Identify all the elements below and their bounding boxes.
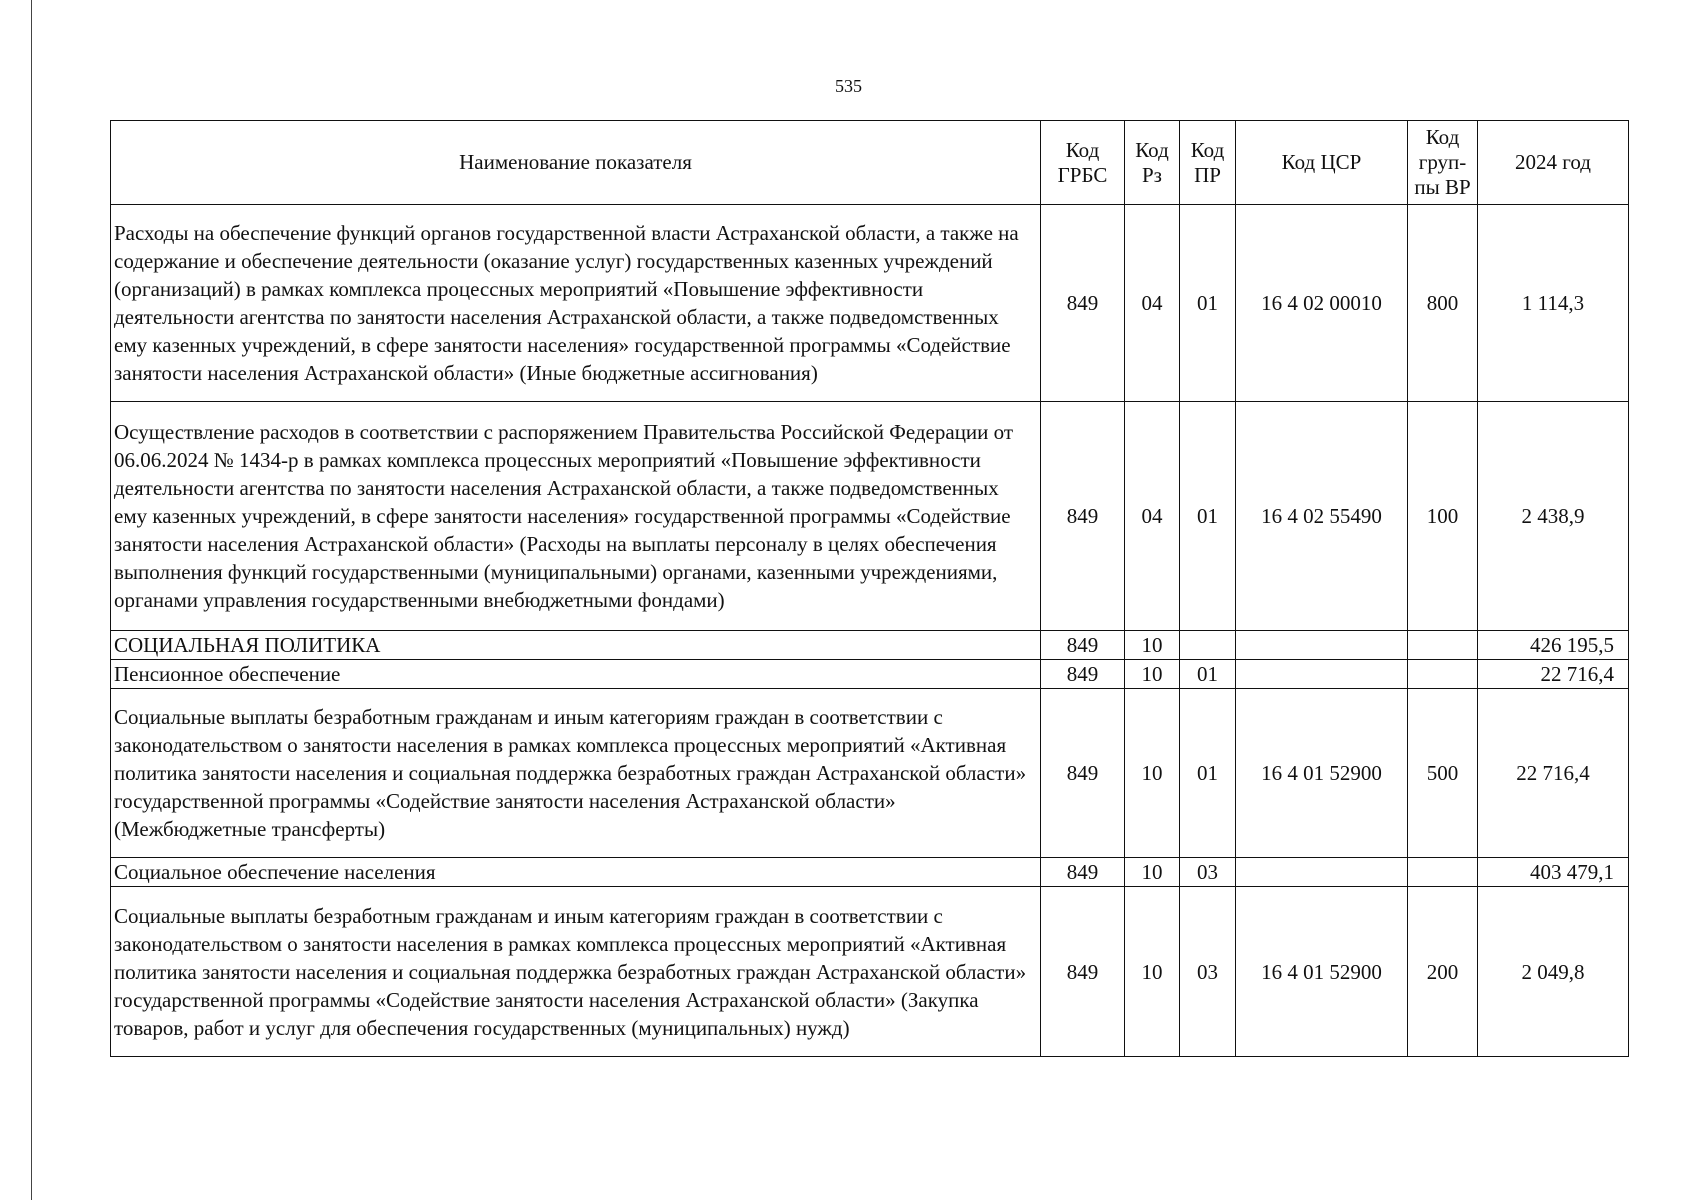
- row-name: Осуществление расходов в соответствии с распоряжением Правительства Российской Федерации от 06.06.2024 № 1434-р в рамках комплекса процессных мероприятий «Повышение эффективности деятельности агентства по занятости населения Астраханской области, а также подведомственных ему казенных учреждений, в сфере занятости населения» государственной программы «Содействие занятости населения Астраханской области» (Расходы на выплаты персоналу в целях обеспечения выполнения функций государственными (муниципальными) органами, казенными учреждениями, органами управления государственными внебюджетными фондами): [111, 402, 1041, 631]
- table-row: [111, 631, 1629, 660]
- row-grbs: 849: [1041, 205, 1125, 402]
- row-amount: 1 114,3: [1478, 205, 1629, 402]
- row-csr: [1236, 660, 1408, 689]
- row-amount: 426 195,5: [1478, 631, 1629, 660]
- row-pr: 01: [1180, 402, 1236, 631]
- row-rz: 10: [1125, 660, 1180, 689]
- row-vr: [1408, 631, 1478, 660]
- row-grbs: 849: [1041, 887, 1125, 1057]
- row-grbs: 849: [1041, 631, 1125, 660]
- table-row: [111, 858, 1629, 887]
- row-grbs: 849: [1041, 660, 1125, 689]
- table-row: [111, 402, 1629, 631]
- row-pr: 01: [1180, 205, 1236, 402]
- row-amount: 22 716,4: [1478, 689, 1629, 858]
- row-rz: 10: [1125, 689, 1180, 858]
- header-year: 2024 год: [1478, 121, 1629, 205]
- row-rz: 04: [1125, 402, 1180, 631]
- row-rz: 04: [1125, 205, 1180, 402]
- row-amount: 22 716,4: [1478, 660, 1629, 689]
- row-grbs: 849: [1041, 402, 1125, 631]
- row-name: СОЦИАЛЬНАЯ ПОЛИТИКА: [111, 631, 1041, 660]
- row-amount: 403 479,1: [1478, 858, 1629, 887]
- row-name: Социальное обеспечение населения: [111, 858, 1041, 887]
- row-csr: 16 4 01 52900: [1236, 887, 1408, 1057]
- row-pr: 01: [1180, 689, 1236, 858]
- row-vr: [1408, 858, 1478, 887]
- row-csr: 16 4 02 55490: [1236, 402, 1408, 631]
- row-grbs: 849: [1041, 858, 1125, 887]
- row-vr: 100: [1408, 402, 1478, 631]
- table-row: [111, 660, 1629, 689]
- row-name: Расходы на обеспечение функций органов государственной власти Астраханской области, а также на содержание и обеспечение деятельности (оказание услуг) государственных казенных учреждений (организаций) в рамках комплекса процессных мероприятий «Повышение эффективности деятельности агентства по занятости населения Астраханской области, а также подведомственных ему казенных учреждений, в сфере занятости населения» государственной программы «Содействие занятости населения Астраханской области» (Иные бюджетные ассигнования): [111, 205, 1041, 402]
- row-pr: [1180, 631, 1236, 660]
- row-grbs: 849: [1041, 689, 1125, 858]
- row-csr: [1236, 631, 1408, 660]
- header-pr: Код ПР: [1180, 121, 1236, 205]
- row-csr: [1236, 858, 1408, 887]
- row-name: Социальные выплаты безработным гражданам и иным категориям граждан в соответствии с законодательством о занятости населения в рамках комплекса процессных мероприятий «Активная политика занятости населения и социальная поддержка безработных граждан Астраханской области» государственной программы «Содействие занятости населения Астраханской области» (Межбюджетные трансферты): [111, 689, 1041, 858]
- row-pr: 03: [1180, 887, 1236, 1057]
- table-header-row: [111, 121, 1629, 205]
- row-pr: 03: [1180, 858, 1236, 887]
- header-vr: Код груп-пы ВР: [1408, 121, 1478, 205]
- budget-table: [110, 120, 1629, 1057]
- row-name: Социальные выплаты безработным гражданам и иным категориям граждан в соответствии с законодательством о занятости населения в рамках комплекса процессных мероприятий «Активная политика занятости населения и социальная поддержка безработных граждан Астраханской области» государственной программы «Содействие занятости населения Астраханской области» (Закупка товаров, работ и услуг для обеспечения государственных (муниципальных) нужд): [111, 887, 1041, 1057]
- header-name: Наименование показателя: [111, 121, 1041, 205]
- page-number: 535: [835, 76, 862, 96]
- left-margin-line: [31, 0, 32, 1200]
- header-csr: Код ЦСР: [1236, 121, 1408, 205]
- row-csr: 16 4 02 00010: [1236, 205, 1408, 402]
- row-rz: 10: [1125, 858, 1180, 887]
- row-pr: 01: [1180, 660, 1236, 689]
- row-csr: 16 4 01 52900: [1236, 689, 1408, 858]
- header-rz: Код Рз: [1125, 121, 1180, 205]
- row-vr: 200: [1408, 887, 1478, 1057]
- table-row: [111, 689, 1629, 858]
- row-vr: [1408, 660, 1478, 689]
- header-grbs: Код ГРБС: [1041, 121, 1125, 205]
- row-vr: 500: [1408, 689, 1478, 858]
- row-rz: 10: [1125, 631, 1180, 660]
- row-rz: 10: [1125, 887, 1180, 1057]
- row-name: Пенсионное обеспечение: [111, 660, 1041, 689]
- table-row: [111, 887, 1629, 1057]
- row-vr: 800: [1408, 205, 1478, 402]
- table-row: [111, 205, 1629, 402]
- row-amount: 2 049,8: [1478, 887, 1629, 1057]
- row-amount: 2 438,9: [1478, 402, 1629, 631]
